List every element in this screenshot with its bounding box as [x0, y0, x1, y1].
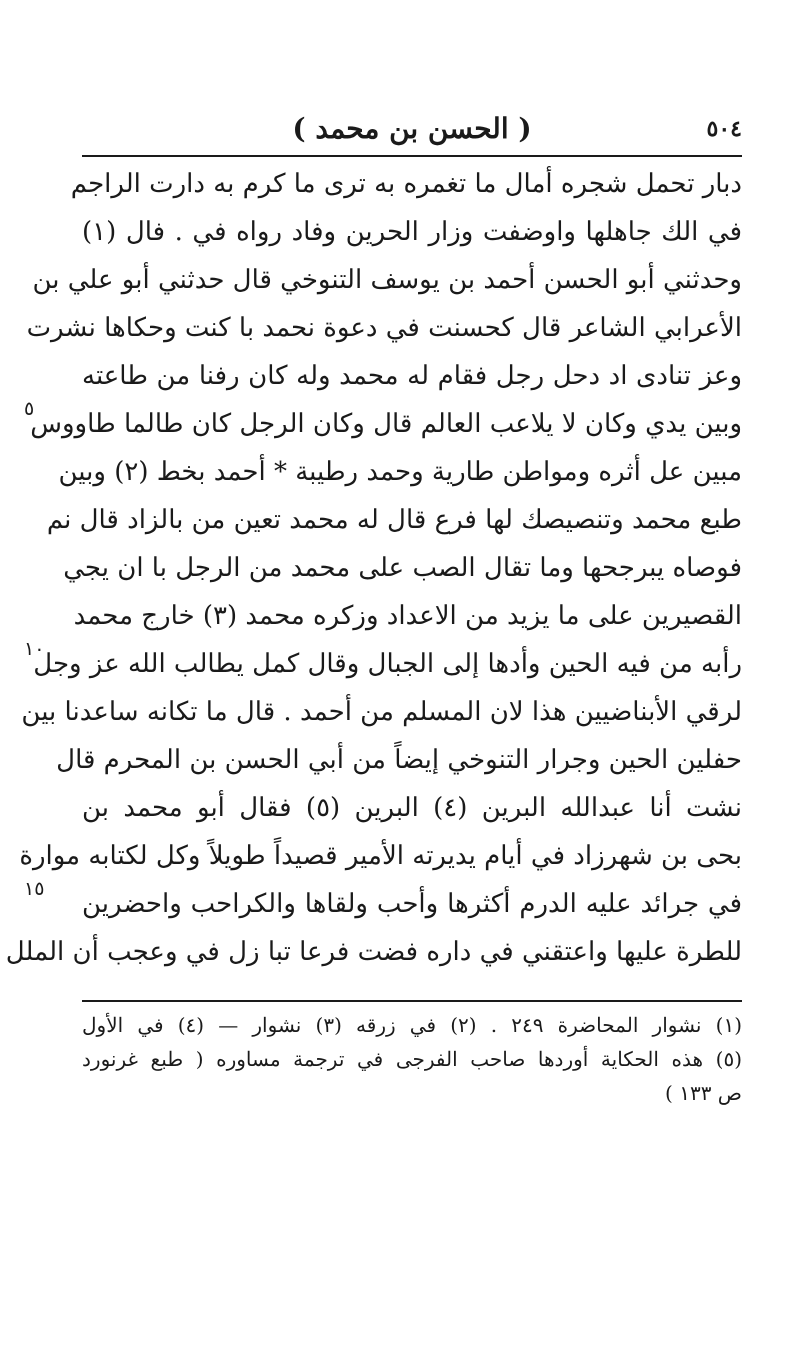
text-line: وحدثني أبو الحسن أحمد بن يوسف التنوخي قال حدثني أبو علي بن — [32, 265, 742, 295]
text-line: طبع محمد وتنصيصك لها فرع قال له محمد تعين من بالزاد قال نم — [46, 505, 742, 535]
footnote-rule — [82, 1000, 742, 1002]
text-line: نشت أنا عبدالله البرين (٤) البرين (٥) فقال أبو محمد بن — [82, 793, 743, 823]
text-line: لرقي الأبناضيين هذا لان المسلم من أحمد . قال ما تكانه ساعدنا بين — [21, 697, 742, 727]
text-line: القصيرين على ما يزيد من الاعداد وزكره محمد (٣) خارج محمد — [73, 601, 742, 631]
text-line: دبار تحمل شجره أمال ما تغمره به ترى ما كرم به دارت الراجم — [70, 169, 742, 199]
text-line: في جرائد عليه الدرم أكثرها وأحب ولقاها والكراحب واحضرين — [82, 889, 742, 919]
footnote-line: (١) نشوار المحاضرة ٢٤٩ . (٢) في زرقه (٣) نشوار — (٤) في الأول — [82, 1013, 743, 1037]
text-line: وبين يدي وكان لا يلاعب العالم قال وكان الرجل كان طالما طاووس — [30, 409, 742, 439]
text-line: الأعرابي الشاعر قال كحسنت في دعوة نحمد با كنت وحكاها نشرت — [26, 313, 742, 343]
text-line: حفلين الحين وجرار التنوخي إيضاً من أبي الحسن بن المحرم قال — [56, 745, 742, 775]
line-number-15: ١٥ — [24, 878, 45, 900]
text-line: فوصاه يبرجحها وما تقال الصب على محمد من الرجل با ان يجي — [63, 553, 742, 583]
page-header — [82, 112, 742, 152]
text-line: بحى بن شهرزاد في أيام يديرته الأمير قصيداً طويلاً وكل لكتابه موارة — [19, 841, 742, 871]
running-title: ( الحسن بن محمد ) — [292, 112, 532, 145]
line-number-5: ٥ — [24, 398, 35, 420]
text-line: في الك جاهلها واوضفت وزار الحرين وفاد رواه في . فال (١) — [82, 217, 742, 247]
page-number: ٥٠٤ — [706, 116, 742, 142]
text-line: رأبه من فيه الحين وأدها إلى الجبال وقال كمل يطالب الله عز وجل — [33, 649, 742, 679]
footnote-line: ص ١٣٣ ) — [665, 1081, 742, 1105]
text-line: وعز تنادى اد دحل رجل فقام له محمد وله كان رفنا من طاعته — [82, 361, 742, 391]
line-number-10: ١٠ — [24, 638, 45, 660]
footnotes — [82, 1008, 742, 1110]
footnote-line: (٥) هذه الحكاية أوردها صاحب الفرجى في ترجمة مساوره ( طبع غرنورد — [82, 1047, 742, 1071]
text-line: للطرة عليها واعتقني في داره فضت فرعا تبا زل في وعجب أن الملل — [5, 937, 742, 967]
header-rule — [82, 155, 742, 157]
text-line: مبين عل أثره ومواطن طارية وحمد رطيبة * أحمد بخط (٢) وبين — [58, 457, 742, 487]
